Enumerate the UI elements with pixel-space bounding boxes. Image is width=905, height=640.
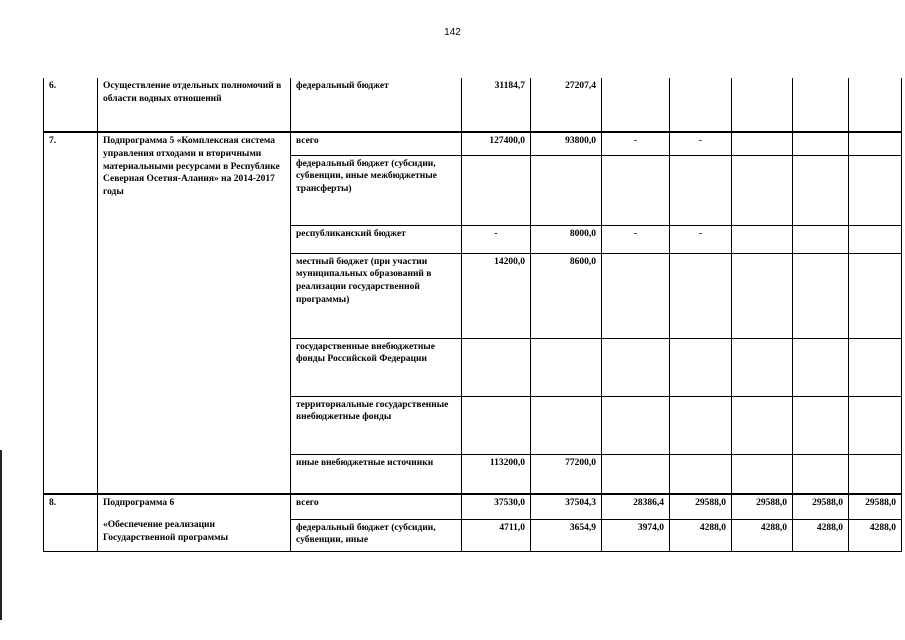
- value-cell: [732, 225, 793, 253]
- row-name: Подпрограмма 5 «Комплексная система управления отходами и вторичными материальными ресурсами в Республике Северная Осетия-Алания» на 2014-2017 годы: [98, 132, 291, 494]
- value-cell: [793, 396, 849, 454]
- value-cell: 4711,0: [462, 519, 531, 551]
- value-cell: -: [670, 132, 732, 155]
- value-cell: [732, 132, 793, 155]
- value-cell: [531, 155, 602, 225]
- value-cell: [849, 454, 902, 494]
- value-cell: [462, 338, 531, 396]
- row-name-line: Подпрограмма 6: [103, 498, 175, 508]
- value-cell: 29588,0: [793, 494, 849, 519]
- value-cell: [793, 78, 849, 132]
- row-name: [98, 494, 291, 551]
- value-cell: -: [602, 132, 670, 155]
- value-cell: [602, 78, 670, 132]
- value-cell: [849, 132, 902, 155]
- table-row: [44, 78, 902, 132]
- value-cell: [793, 454, 849, 494]
- value-cell: [462, 155, 531, 225]
- value-cell: [670, 253, 732, 338]
- value-cell: 37504,3: [531, 494, 602, 519]
- value-cell: 4288,0: [849, 519, 902, 551]
- value-cell: 31184,7: [462, 78, 531, 132]
- value-cell: [732, 396, 793, 454]
- value-cell: [793, 338, 849, 396]
- funding-source: местный бюджет (при участии муниципальных образований в реализации государственной программы): [291, 253, 462, 338]
- value-cell: 4288,0: [670, 519, 732, 551]
- row-name-line: «Обеспечение реализации Государственной программы: [103, 519, 229, 543]
- value-cell: 8000,0: [531, 225, 602, 253]
- page-number: 142: [444, 27, 461, 38]
- funding-source: республиканский бюджет: [291, 225, 462, 253]
- value-cell: [732, 253, 793, 338]
- value-cell: 29588,0: [670, 494, 732, 519]
- table-row: [44, 494, 902, 519]
- value-cell: [793, 132, 849, 155]
- funding-source: федеральный бюджет (субсидии, субвенции, иные: [291, 519, 462, 551]
- value-cell: [732, 78, 793, 132]
- value-cell: [602, 454, 670, 494]
- value-cell: [670, 454, 732, 494]
- value-cell: [462, 396, 531, 454]
- value-cell: [849, 396, 902, 454]
- value-cell: [849, 253, 902, 338]
- funding-source: всего: [291, 132, 462, 155]
- value-cell: [670, 338, 732, 396]
- value-cell: [793, 253, 849, 338]
- row-number: 8.: [44, 494, 98, 551]
- value-cell: 4288,0: [732, 519, 793, 551]
- value-cell: [670, 78, 732, 132]
- value-cell: 29588,0: [849, 494, 902, 519]
- value-cell: 127400,0: [462, 132, 531, 155]
- value-cell: 77200,0: [531, 454, 602, 494]
- funding-source: федеральный бюджет (субсидии, субвенции, иные межбюджетные трансферты): [291, 155, 462, 225]
- value-cell: -: [602, 225, 670, 253]
- value-cell: 37530,0: [462, 494, 531, 519]
- value-cell: 4288,0: [793, 519, 849, 551]
- value-cell: [602, 338, 670, 396]
- value-cell: 113200,0: [462, 454, 531, 494]
- budget-table: [43, 78, 902, 552]
- value-cell: [793, 225, 849, 253]
- row-number: 6.: [44, 78, 98, 132]
- value-cell: 8600,0: [531, 253, 602, 338]
- value-cell: [732, 338, 793, 396]
- value-cell: [732, 155, 793, 225]
- value-cell: [793, 155, 849, 225]
- value-cell: 28386,4: [602, 494, 670, 519]
- value-cell: 27207,4: [531, 78, 602, 132]
- value-cell: [849, 225, 902, 253]
- value-cell: -: [462, 225, 531, 253]
- value-cell: -: [670, 225, 732, 253]
- value-cell: [531, 396, 602, 454]
- scan-edge-mark: [0, 450, 2, 620]
- row-name: Осуществление отдельных полномочий в области водных отношений: [98, 78, 291, 132]
- value-cell: [602, 155, 670, 225]
- value-cell: [849, 338, 902, 396]
- value-cell: [602, 396, 670, 454]
- funding-source: государственные внебюджетные фонды Российской Федерации: [291, 338, 462, 396]
- funding-source: территориальные государственные внебюджетные фонды: [291, 396, 462, 454]
- funding-source: федеральный бюджет: [291, 78, 462, 132]
- value-cell: 3974,0: [602, 519, 670, 551]
- value-cell: 14200,0: [462, 253, 531, 338]
- value-cell: [849, 78, 902, 132]
- funding-source: всего: [291, 494, 462, 519]
- funding-source: иные внебюджетные источники: [291, 454, 462, 494]
- value-cell: [732, 454, 793, 494]
- value-cell: [670, 396, 732, 454]
- table-row: [44, 132, 902, 155]
- value-cell: [602, 253, 670, 338]
- value-cell: [849, 155, 902, 225]
- row-number: 7.: [44, 132, 98, 494]
- value-cell: 93800,0: [531, 132, 602, 155]
- value-cell: 29588,0: [732, 494, 793, 519]
- value-cell: 3654,9: [531, 519, 602, 551]
- value-cell: [531, 338, 602, 396]
- value-cell: [670, 155, 732, 225]
